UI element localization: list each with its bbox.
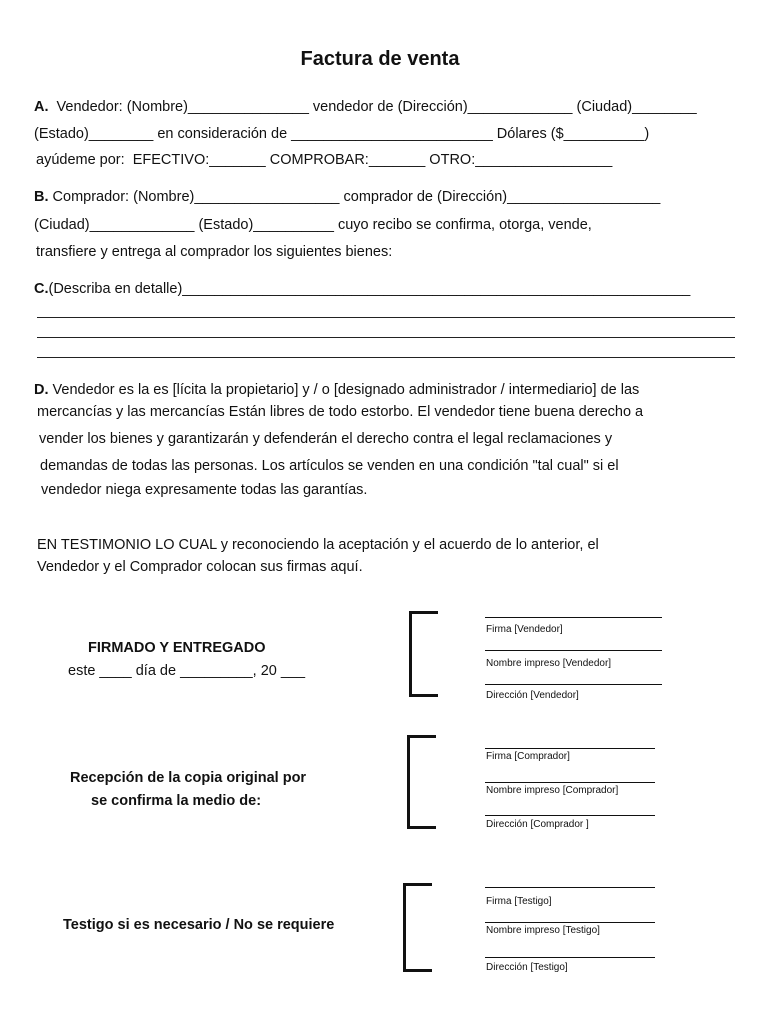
comprador-nombre-label: Nombre impreso [Comprador] bbox=[486, 785, 619, 796]
section-a-line-3: ayúdeme por: EFECTIVO:_______ COMPROBAR:_______ OTRO:_________________ bbox=[36, 152, 613, 168]
vendedor-direccion-line[interactable] bbox=[485, 684, 662, 685]
vendedor-bracket bbox=[409, 611, 438, 697]
document-title: Factura de venta bbox=[300, 48, 460, 70]
comprador-bracket bbox=[407, 735, 436, 829]
section-d-line-3: vender los bienes y garantizarán y defenderán el derecho contra el legal reclamaciones y bbox=[39, 431, 613, 447]
testigo-firma-label: Firma [Testigo] bbox=[486, 896, 552, 907]
firmado-heading: FIRMADO Y ENTREGADO bbox=[88, 640, 266, 656]
testigo-bracket bbox=[403, 883, 432, 972]
vendedor-firma-line[interactable] bbox=[485, 617, 662, 618]
vendedor-firma-label: Firma [Vendedor] bbox=[486, 624, 563, 635]
comprador-nombre-line[interactable] bbox=[485, 782, 655, 783]
section-d-letter: D. bbox=[34, 382, 49, 398]
section-b-text-1: Comprador: (Nombre)__________________ comprador de (Dirección)___________________ bbox=[48, 189, 661, 205]
recepcion-line-2: se confirma la medio de: bbox=[91, 793, 262, 809]
section-d-text-1: Vendedor es la es [lícita la propietario] y / o [designado administrador / intermediario] de las bbox=[48, 382, 640, 398]
section-c-line-1 bbox=[34, 281, 690, 297]
testigo-nombre-line[interactable] bbox=[485, 922, 655, 923]
section-d-line-5: vendedor niega expresamente todas las garantías. bbox=[41, 482, 368, 498]
comprador-firma-label: Firma [Comprador] bbox=[486, 751, 570, 762]
testimonio-line-2: Vendedor y el Comprador colocan sus firmas aquí. bbox=[37, 559, 363, 575]
section-b-line-3: transfiere y entrega al comprador los siguientes bienes: bbox=[36, 244, 393, 260]
section-b-line-1 bbox=[34, 189, 660, 205]
testigo-firma-line[interactable] bbox=[485, 887, 655, 888]
section-d-line-1 bbox=[34, 382, 639, 398]
section-d-line-2: mercancías y las mercancías Están libres de todo estorbo. El vendedor tiene buena derecho a bbox=[37, 404, 644, 420]
section-a-text-1: Vendedor: (Nombre)_______________ vendedor de (Dirección)_____________ (Ciudad)________ bbox=[48, 99, 697, 115]
vendedor-direccion-label: Dirección [Vendedor] bbox=[486, 690, 579, 701]
comprador-direccion-line[interactable] bbox=[485, 815, 655, 816]
detail-line-2 bbox=[37, 337, 735, 338]
comprador-direccion-label: Dirección [Comprador ] bbox=[486, 819, 589, 830]
section-d-line-4: demandas de todas las personas. Los artículos se venden en una condición "tal cual" si el bbox=[40, 458, 619, 474]
detail-line-3 bbox=[37, 357, 735, 358]
section-c-letter: C. bbox=[34, 281, 49, 297]
section-a-line-1 bbox=[34, 99, 697, 115]
section-a-line-2: (Estado)________ en consideración de _________________________ Dólares ($__________) bbox=[34, 126, 650, 142]
vendedor-nombre-label: Nombre impreso [Vendedor] bbox=[486, 658, 612, 669]
vendedor-nombre-line[interactable] bbox=[485, 650, 662, 651]
comprador-firma-line[interactable] bbox=[485, 748, 655, 749]
testimonio-line-1: EN TESTIMONIO LO CUAL y reconociendo la aceptación y el acuerdo de lo anterior, el bbox=[37, 537, 599, 553]
testigo-direccion-label: Dirección [Testigo] bbox=[486, 962, 568, 973]
testigo-nombre-label: Nombre impreso [Testigo] bbox=[486, 925, 600, 936]
testigo-heading: Testigo si es necesario / No se requiere bbox=[63, 917, 335, 933]
recepcion-line-1: Recepción de la copia original por bbox=[70, 770, 307, 786]
section-a-letter: A. bbox=[34, 99, 49, 115]
detail-line-1 bbox=[37, 317, 735, 318]
section-b-line-2: (Ciudad)_____________ (Estado)__________ cuyo recibo se confirma, otorga, vende, bbox=[34, 217, 592, 233]
firmado-date-line: este ____ día de _________, 20 ___ bbox=[68, 663, 306, 679]
section-c-text-1: (Describa en detalle)_______________________________________________________________ bbox=[48, 281, 691, 297]
section-b-letter: B. bbox=[34, 189, 49, 205]
testigo-direccion-line[interactable] bbox=[485, 957, 655, 958]
